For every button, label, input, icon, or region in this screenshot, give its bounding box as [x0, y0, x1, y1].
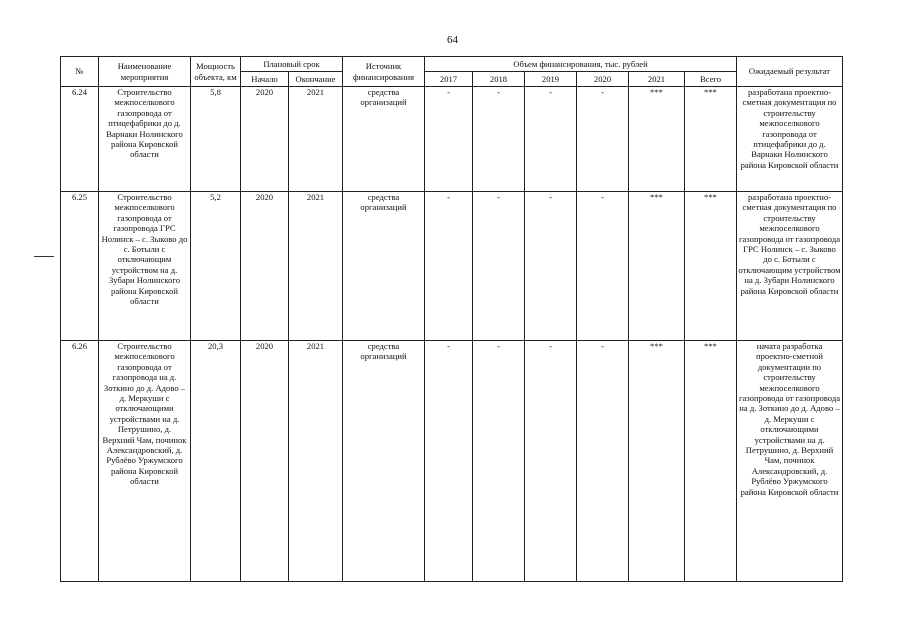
page-number: 64 [447, 34, 458, 46]
row-start: 2020 [241, 87, 289, 192]
row-name: Строительство межпоселкового газопровода от птицефабрики до д. Варнаки Нолинского района Кировской области [99, 87, 191, 192]
header-capacity: Мощность объекта, км [191, 57, 241, 87]
header-year: 2019 [525, 72, 577, 87]
row-value-2021: *** [629, 87, 685, 192]
row-end: 2021 [289, 341, 343, 582]
table-row [61, 87, 843, 192]
margin-mark [34, 256, 54, 257]
header-num: № [61, 57, 99, 87]
header-start: Начало [241, 72, 289, 87]
row-end: 2021 [289, 192, 343, 341]
row-source: средства организаций [343, 87, 425, 192]
row-value-2021: *** [629, 341, 685, 582]
header-total: Всего [685, 72, 737, 87]
row-result: разработана проектно-сметная документация по строительству межпоселкового газопровода от газопровода ГРС Нолинск – с. Зыково до с. Ботыли с отключающим устройством на д. Зубари Нолинского района Кировской области [737, 192, 843, 341]
row-value-2019: - [525, 87, 577, 192]
row-value-total: *** [685, 87, 737, 192]
row-end: 2021 [289, 87, 343, 192]
header-row-1 [61, 57, 843, 72]
row-value-2020: - [577, 87, 629, 192]
row-name: Строительство межпоселкового газопровода от газопровода на д. Зоткино до д. Адово – д. Меркуши с отключающими устройствами на д. Петрушино, д. Верхний Чам, починок Александровский, д. Рублёво Уржумского района Кировской области [99, 341, 191, 582]
row-value-2020: - [577, 192, 629, 341]
row-result: разработана проектно-сметная документация по строительству межпоселкового газопровода от птицефабрики до д. Варнаки Нолинского района Кировской области [737, 87, 843, 192]
header-year: 2018 [473, 72, 525, 87]
header-result: Ожидаемый результат [737, 57, 843, 87]
row-source: средства организаций [343, 192, 425, 341]
header-end: Окончание [289, 72, 343, 87]
row-source: средства организаций [343, 341, 425, 582]
row-capacity: 5,2 [191, 192, 241, 341]
header-funding: Объем финансирования, тыс. рублей [425, 57, 737, 72]
row-value-2018: - [473, 192, 525, 341]
row-value-2017: - [425, 341, 473, 582]
row-name: Строительство межпоселкового газопровода от газопровода ГРС Нолинск – с. Зыково до с. Ботыли с отключающим устройством на д. Зубари Нолинского района Кировской области [99, 192, 191, 341]
header-term: Плановый срок [241, 57, 343, 72]
header-year: 2020 [577, 72, 629, 87]
header-name: Наименование мероприятия [99, 57, 191, 87]
table-row [61, 341, 843, 582]
row-value-2017: - [425, 192, 473, 341]
row-result: начата разработка проектно-сметной документации по строительству межпоселкового газопровода от газопровода на д. Зоткино до д. Адово – д. Меркуши с отключающими устройствами на д. Петрушино, д. Верхний Чам, починок Александровский, д. Рублёво Уржумского района Кировской области [737, 341, 843, 582]
header-year: 2021 [629, 72, 685, 87]
program-table [60, 56, 843, 582]
row-value-total: *** [685, 341, 737, 582]
row-num: 6.26 [61, 341, 99, 582]
row-value-2019: - [525, 341, 577, 582]
row-value-2020: - [577, 341, 629, 582]
row-value-2017: - [425, 87, 473, 192]
table-row [61, 192, 843, 341]
row-capacity: 5,8 [191, 87, 241, 192]
row-num: 6.24 [61, 87, 99, 192]
row-value-2018: - [473, 87, 525, 192]
row-value-2018: - [473, 341, 525, 582]
row-num: 6.25 [61, 192, 99, 341]
header-source: Источник финансирования [343, 57, 425, 87]
row-start: 2020 [241, 192, 289, 341]
header-year: 2017 [425, 72, 473, 87]
row-capacity: 20,3 [191, 341, 241, 582]
row-value-2019: - [525, 192, 577, 341]
row-value-total: *** [685, 192, 737, 341]
row-value-2021: *** [629, 192, 685, 341]
row-start: 2020 [241, 341, 289, 582]
